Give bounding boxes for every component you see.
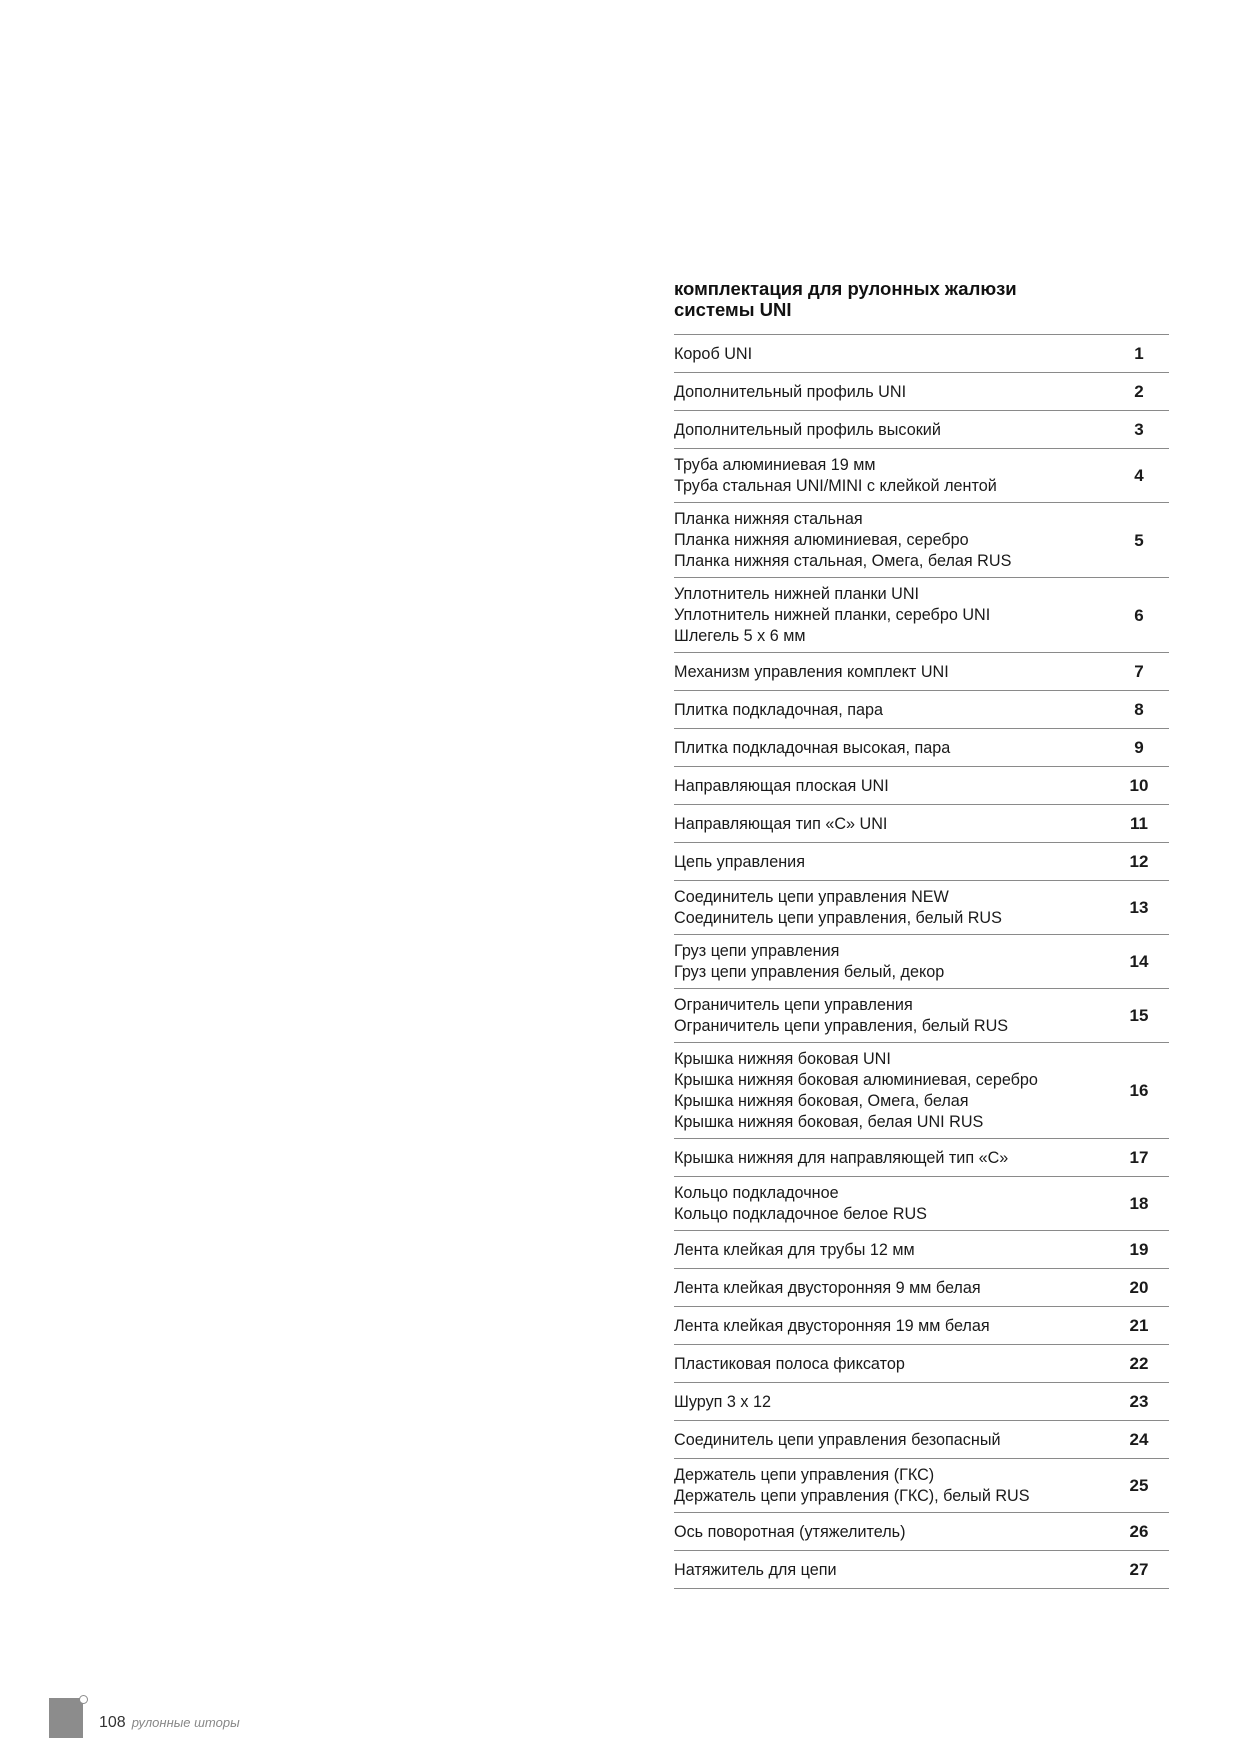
component-number: 27	[1129, 1560, 1149, 1579]
component-name	[674, 1049, 1109, 1133]
component-name	[674, 344, 1109, 365]
table-row	[674, 335, 1169, 373]
component-name-line: Ось поворотная (утяжелитель)	[674, 1522, 906, 1541]
component-name	[674, 1392, 1109, 1413]
component-name-line: Крышка нижняя боковая, белая UNI RUS	[674, 1113, 984, 1131]
component-name-line: Плитка подкладочная, пара	[674, 700, 884, 719]
component-number: 2	[1134, 382, 1144, 401]
table-row	[674, 1459, 1169, 1513]
table-row	[674, 411, 1169, 449]
component-name-line: Плитка подкладочная высокая, пара	[674, 738, 951, 757]
table-row	[674, 843, 1169, 881]
component-name-line: Кольцо подкладочное	[674, 1184, 839, 1202]
component-number: 6	[1134, 605, 1144, 625]
component-name-line: Крышка нижняя боковая UNI	[674, 1050, 891, 1068]
component-name	[674, 1354, 1109, 1375]
component-name	[674, 455, 1109, 497]
component-number: 16	[1129, 1081, 1149, 1100]
component-number: 15	[1129, 1006, 1149, 1025]
component-name	[674, 1560, 1109, 1581]
component-number: 26	[1129, 1522, 1149, 1541]
component-number: 14	[1129, 952, 1149, 971]
component-name	[674, 1183, 1109, 1225]
component-name-line: Шлегель 5 х 6 мм	[674, 627, 806, 645]
component-number: 23	[1129, 1392, 1149, 1411]
component-name-line: Планка нижняя стальная, Омега, белая RUS	[674, 552, 1012, 570]
component-name-line: Лента клейкая двусторонняя 19 мм белая	[674, 1316, 990, 1335]
component-name	[674, 995, 1109, 1037]
table-row	[674, 1177, 1169, 1231]
component-number: 21	[1129, 1316, 1149, 1335]
component-name-line: Уплотнитель нижней планки, серебро UNI	[674, 606, 991, 624]
table-row	[674, 1551, 1169, 1589]
component-number: 10	[1129, 776, 1149, 795]
component-name	[674, 941, 1109, 983]
component-name	[674, 1240, 1109, 1261]
component-name	[674, 1522, 1109, 1543]
component-name-line: Груз цепи управления	[674, 942, 840, 960]
component-name-line: Соединитель цепи управления NEW	[674, 888, 949, 906]
component-number: 25	[1129, 1476, 1149, 1495]
component-name-line: Ограничитель цепи управления	[674, 996, 913, 1014]
component-name-line: Труба стальная UNI/MINI с клейкой лентой	[674, 477, 997, 495]
component-number: 5	[1134, 530, 1144, 550]
table-row	[674, 1043, 1169, 1139]
component-name-line: Лента клейкая двусторонняя 9 мм белая	[674, 1278, 981, 1297]
component-number: 1	[1134, 344, 1144, 363]
component-name	[674, 814, 1109, 835]
table-row	[674, 1269, 1169, 1307]
component-name	[674, 662, 1109, 683]
section-title	[674, 278, 1169, 320]
page-footer	[49, 1698, 240, 1738]
component-name-line: Натяжитель для цепи	[674, 1560, 837, 1579]
table-row	[674, 578, 1169, 653]
table-row	[674, 935, 1169, 989]
component-number: 12	[1129, 852, 1149, 871]
table-row	[674, 767, 1169, 805]
component-name	[674, 887, 1109, 929]
component-number: 9	[1134, 738, 1144, 757]
components-section	[674, 278, 1169, 1589]
component-number: 17	[1129, 1148, 1149, 1167]
component-name-line: Ограничитель цепи управления, белый RUS	[674, 1017, 1009, 1035]
component-name	[674, 1465, 1109, 1507]
component-number: 13	[1129, 898, 1149, 917]
component-number: 4	[1134, 466, 1144, 485]
component-name-line: Держатель цепи управления (ГКС)	[674, 1466, 935, 1484]
component-name-line: Короб UNI	[674, 344, 753, 363]
table-row	[674, 1307, 1169, 1345]
component-name-line: Направляющая плоская UNI	[674, 776, 889, 795]
page-number: 108	[99, 1714, 126, 1731]
table-row	[674, 729, 1169, 767]
component-number: 3	[1134, 420, 1144, 439]
table-row	[674, 1383, 1169, 1421]
table-row	[674, 1231, 1169, 1269]
component-name-line: Кольцо подкладочное белое RUS	[674, 1205, 927, 1223]
table-row	[674, 1345, 1169, 1383]
component-name	[674, 1148, 1109, 1169]
component-number: 20	[1129, 1278, 1149, 1297]
component-name-line: Планка нижняя стальная	[674, 510, 863, 528]
table-row	[674, 881, 1169, 935]
table-row	[674, 691, 1169, 729]
section-title-line-2: системы UNI	[674, 299, 792, 320]
component-name-line: Крышка нижняя боковая, Омега, белая	[674, 1092, 969, 1110]
footer-marker-dot	[79, 1695, 88, 1704]
component-number: 8	[1134, 700, 1144, 719]
component-name-line: Цепь управления	[674, 852, 805, 871]
component-name-line: Труба алюминиевая 19 мм	[674, 456, 876, 474]
component-name-line: Крышка нижняя для направляющей тип «С»	[674, 1148, 1009, 1167]
table-row	[674, 1421, 1169, 1459]
component-name	[674, 700, 1109, 721]
footer-marker	[49, 1698, 83, 1738]
component-name-line: Держатель цепи управления (ГКС), белый RUS	[674, 1487, 1030, 1505]
component-number: 7	[1134, 662, 1144, 681]
table-row	[674, 653, 1169, 691]
component-name-line: Дополнительный профиль высокий	[674, 420, 941, 439]
component-name-line: Шуруп 3 х 12	[674, 1392, 772, 1411]
component-name-line: Планка нижняя алюминиевая, серебро	[674, 531, 969, 549]
table-row	[674, 373, 1169, 411]
component-name-line: Лента клейкая для трубы 12 мм	[674, 1240, 915, 1259]
component-number: 18	[1129, 1194, 1149, 1213]
component-name-line: Пластиковая полоса фиксатор	[674, 1354, 905, 1373]
component-number: 22	[1129, 1354, 1149, 1373]
component-name-line: Уплотнитель нижней планки UNI	[674, 585, 920, 603]
component-name-line: Груз цепи управления белый, декор	[674, 963, 945, 981]
table-row	[674, 989, 1169, 1043]
component-name	[674, 738, 1109, 759]
table-row	[674, 1139, 1169, 1177]
section-label: рулонные шторы	[131, 1715, 240, 1730]
table-row	[674, 449, 1169, 503]
component-name-line: Соединитель цепи управления, белый RUS	[674, 909, 1002, 927]
table-row	[674, 503, 1169, 578]
components-table	[674, 334, 1169, 1589]
component-name	[674, 509, 1109, 572]
component-name-line: Соединитель цепи управления безопасный	[674, 1430, 1001, 1449]
component-name	[674, 1430, 1109, 1451]
component-name	[674, 420, 1109, 441]
component-name-line: Механизм управления комплект UNI	[674, 662, 949, 681]
component-name-line: Направляющая тип «С» UNI	[674, 814, 888, 833]
table-row	[674, 805, 1169, 843]
component-name	[674, 1316, 1109, 1337]
component-number: 11	[1130, 814, 1148, 833]
component-name	[674, 382, 1109, 403]
component-name	[674, 776, 1109, 797]
component-name-line: Крышка нижняя боковая алюминиевая, серебро	[674, 1071, 1038, 1089]
component-name-line: Дополнительный профиль UNI	[674, 382, 907, 401]
component-number: 24	[1129, 1430, 1149, 1449]
component-name	[674, 1278, 1109, 1299]
component-name	[674, 584, 1109, 647]
component-name	[674, 852, 1109, 873]
table-row	[674, 1513, 1169, 1551]
component-number: 19	[1129, 1240, 1149, 1259]
section-title-line-1: комплектация для рулонных жалюзи	[674, 278, 1017, 299]
